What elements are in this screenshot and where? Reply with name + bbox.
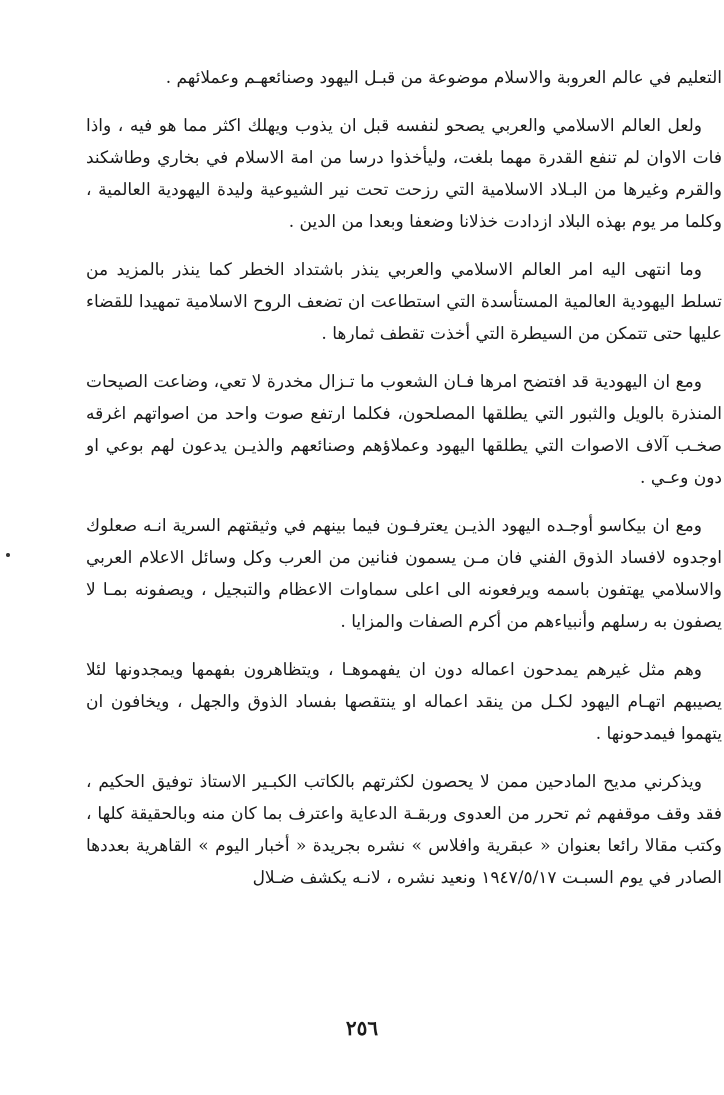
- paragraph-2-text: ولعل العالم الاسلامي والعربي يصحو لنفسه قبل ان يذوب ويهلك اكثر مما هو فيه ، واذا فات الاوان لم تنفع القدرة مهما بلغت، وليأخذوا درسا من امة الاسلام في بخاري وطاشكند والقرم وغيرها من البـلاد الاسلامية التي رزحت تحت نير الشيوعية وليدة اليهودية العالمية ، وكلما مر يوم بهذه البلاد ازدادت خذلانا وضعفا وبعدا من الدين .: [86, 116, 722, 232]
- paragraph-5: [86, 510, 722, 638]
- paragraph-4-text: ومع ان اليهودية قد افتضح امرها فـان الشعوب ما تـزال مخدرة لا تعي، وضاعت الصيحات المنذرة بالويل والثبور التي يطلقها المصلحون، فكلما ارتفع صوت واحد من اصواتهم اغرقه صخـب آلاف الاصوات التي يطلقها اليهود وعملاؤهم وصنائعهم والذيـن يدعون لهم بوعي او دون وعـي .: [86, 372, 722, 488]
- paragraph-3-text: وما انتهى اليه امر العالم الاسلامي والعربي ينذر باشتداد الخطر كما ينذر بالمزيد من تسلط اليهودية العالمية المستأسدة التي استطاعت ان تضعف الروح الاسلامية تمهيدا للقضاء عليها حتى تتمكن من السيطرة التي أخذت تقطف ثمارها .: [86, 260, 722, 344]
- paragraph-7-text: ويذكرني مديح المادحين ممن لا يحصون لكثرتهم بالكاتب الكبـير الاستاذ توفيق الحكيم ، فقد وقف موقفهم ثم تحرر من العدوى وربقـة الدعاية واعترف بما كان منه وبالحقيقة كلها ، وكتب مقالا رائعا بعنوان « عبقرية وافلاس » نشره بجريدة « أخبار اليوم » القاهرية بعددها الصادر في يوم السبـت ١٩٤٧/٥/١٧ ونعيد نشره ، لانـه يكشف ضـلال: [86, 772, 722, 888]
- paragraph-6: [86, 654, 722, 750]
- paragraph-6-text: وهم مثل غيرهم يمدحون اعماله دون ان يفهموهـا ، ويتظاهرون بفهمها ويمجدونها لئلا يصيبهم اتهـام اليهود لكـل من ينقد اعماله او ينتقصها بفساد الذوق والجهل ، ويخافون ان يتهموا فيمدحونها .: [86, 660, 722, 744]
- paragraph-2: [86, 110, 722, 238]
- paragraph-3: [86, 254, 722, 350]
- paragraph-1: [86, 62, 722, 94]
- paragraph-1-text: التعليم في عالم العروبة والاسلام موضوعة من قبـل اليهود وصنائعهـم وعملائهم .: [165, 68, 722, 88]
- page-body: [86, 62, 722, 910]
- paragraph-4: [86, 366, 722, 494]
- scan-speck: [6, 553, 10, 557]
- paragraph-5-text: ومع ان بيكاسو أوجـده اليهود الذيـن يعترفـون فيما بينهم في وثيقتهم السرية انـه صعلوك اوجدوه لافساد الذوق الفني فان مـن يسمون فنانين من العرب وكل وسائل الاعلام العربي والاسلامي يهتفون باسمه ويرفعونه الى اعلى سماوات الاعظام والتبجيل ، ويصفونه بمـا لا يصفون به رسلهم وأنبياءهم من أكرم الصفات والمزايا .: [86, 516, 722, 632]
- paragraph-7: [86, 766, 722, 894]
- page-number: ٢٥٦: [345, 1016, 379, 1040]
